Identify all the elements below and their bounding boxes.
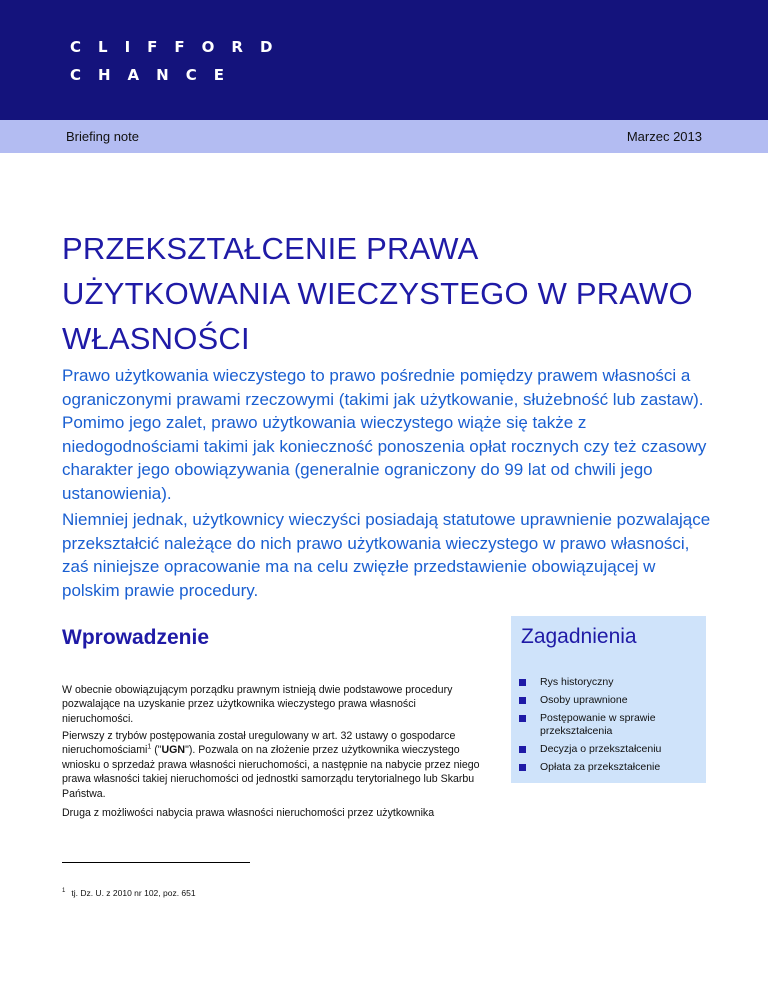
topics-title: Zagadnienia <box>521 625 637 648</box>
footnote-divider <box>62 862 250 863</box>
square-bullet-icon <box>519 679 526 686</box>
paragraph-text: "). Pozwala on na złożenie przez użytkownika wieczystego wniosku o sprzedaż prawa własności nieruchomości, a następnie na nabycie przez niego prawa własności takiej nieruchomości od jednostki samorządu terytorialnego lub Skarbu Państwa. <box>62 744 480 800</box>
list-item <box>519 712 699 738</box>
topic-label: Decyzja o przekształceniu <box>540 743 662 755</box>
topic-label: Rys historyczny <box>540 676 614 688</box>
square-bullet-icon <box>519 746 526 753</box>
list-item <box>519 694 699 707</box>
body-paragraph-1: W obecnie obowiązującym porządku prawnym istnieją dwie podstawowe procedury pozwalające na uzyskanie przez użytkownika wieczystego prawa własności nieruchomości. <box>62 684 453 725</box>
logo-line-2: CHANCE <box>70 66 241 84</box>
square-bullet-icon <box>519 697 526 704</box>
lead-paragraph-1: Prawo użytkowania wieczystego to prawo pośrednie pomiędzy prawem własności a ograniczonymi prawami rzeczowymi (takimi jak użytkowanie, służebność lub zastaw). Pomimo jego zalet, prawo użytkowania wieczystego wiąże się także z niedogodnościami takimi jak konieczność ponoszenia opłat rocznych czy też czasowy charakter jego obowiązywania (generalnie ograniczony do 99 lat od chwili jego ustanowienia). <box>62 366 707 503</box>
body-paragraph-2 <box>62 729 490 801</box>
date-label: Marzec 2013 <box>626 129 702 144</box>
footnote <box>62 888 196 898</box>
list-item <box>519 761 699 774</box>
lead-paragraph-2: Niemniej jednak, użytkownicy wieczyści posiadają statutowe uprawnienie pozwalające przekształcić należące do nich prawo użytkowania wieczystego w prawo własności, zaś niniejsze opracowanie ma na celu zwięzłe przedstawienie obowiązującej w polskim prawie procedury. <box>62 510 711 600</box>
list-item <box>519 743 699 756</box>
topics-box <box>511 616 706 783</box>
topic-label: Osoby uprawnione <box>540 694 628 706</box>
document-title: PRZEKSZTAŁCENIE PRAWA UŻYTKOWANIA WIECZYSTEGO W PRAWO WŁASNOŚCI <box>62 231 693 356</box>
square-bullet-icon <box>519 764 526 771</box>
footnote-reference[interactable]: 1 <box>147 743 152 751</box>
doc-type-label: Briefing note <box>66 129 139 144</box>
topic-label: Opłata za przekształcenie <box>540 761 661 773</box>
masthead <box>0 0 768 120</box>
topic-label: Postępowanie w sprawie przekształcenia <box>540 712 656 737</box>
defined-term: UGN <box>161 744 186 757</box>
paragraph-text: (" <box>151 744 162 757</box>
footnote-text: tj. Dz. U. z 2010 nr 102, poz. 651 <box>71 888 196 898</box>
brief-bar <box>0 120 768 153</box>
section-heading: Wprowadzenie <box>62 626 210 649</box>
body-paragraph-3: Druga z możliwości nabycia prawa własności nieruchomości przez użytkownika <box>62 807 435 819</box>
list-item <box>519 676 699 689</box>
paragraph-text: Pierwszy z trybów postępowania został uregulowany w art. 32 ustawy o gospodarce nieruchomościami <box>62 730 456 757</box>
square-bullet-icon <box>519 715 526 722</box>
logo-line-1: CLIFFORD <box>70 38 290 56</box>
topics-list <box>519 676 699 779</box>
footnote-number: 1 <box>62 888 66 895</box>
